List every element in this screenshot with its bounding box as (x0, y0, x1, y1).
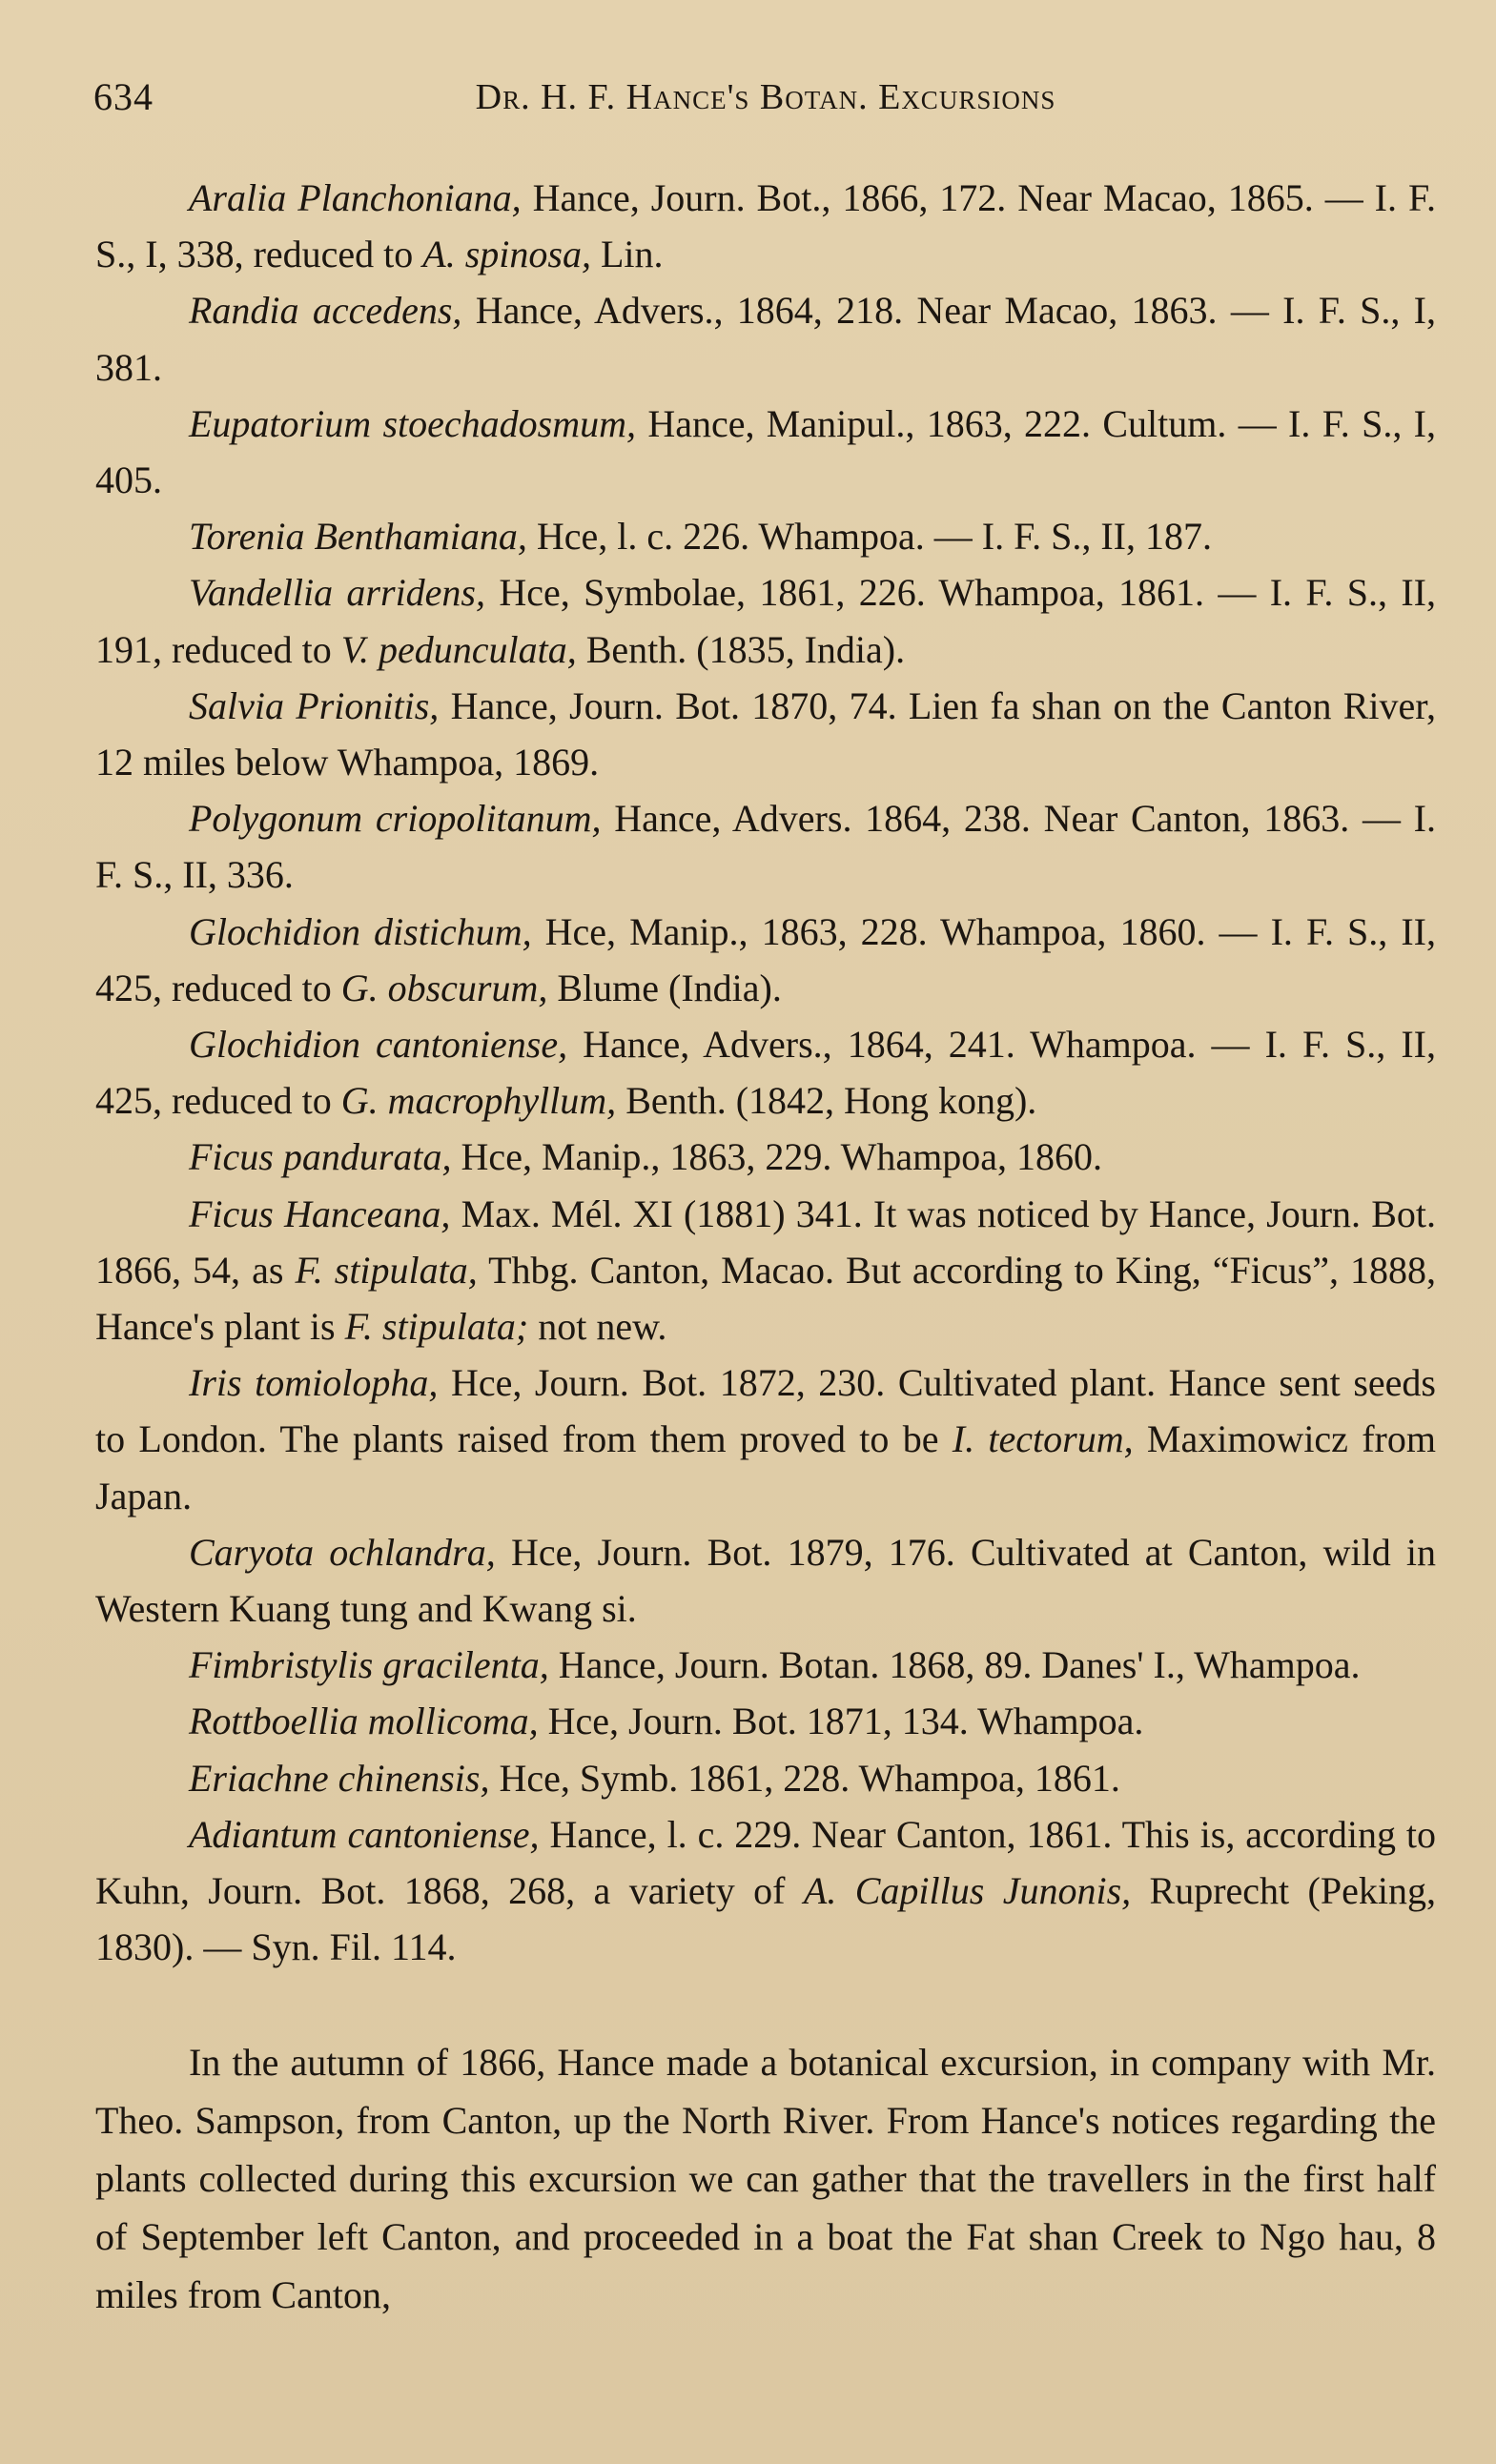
species-entry (95, 170, 1436, 282)
entry-text: Hce, Symb. 1861, 228. Whampoa, 1861. (489, 1756, 1120, 1800)
entry-text: Hce, Journ. Bot. 1872, 230. Cultivated plant. Hance sent seeds to London. The plants raised from them proved to be (95, 1361, 1437, 1461)
species-entry (95, 1806, 1436, 1976)
species-entry (95, 282, 1436, 395)
entry-text: Hce, Journ. Bot. 1879, 176. Cultivated at Canton, wild in Western Kuang tung and Kwang si. (95, 1530, 1437, 1631)
taxon-name: Glochidion cantoniense, (189, 1023, 568, 1067)
taxon-name: Ficus Hanceana, (189, 1191, 451, 1235)
entry-text: Lin. (590, 233, 664, 276)
page-body (95, 170, 1436, 2324)
species-entry (95, 396, 1436, 508)
entry-text: Benth. (1842, Hong kong). (616, 1079, 1037, 1123)
taxon-name: Polygonum criopolitanum, (189, 797, 602, 841)
entry-text: Thbg. Canton, Macao. But according to King, “Ficus”, 1888, Hance's plant is (95, 1248, 1437, 1349)
entry-text: Hance, l. c. 229. Near Canton, 1861. This is, according to Kuhn, Journ. Bot. 1868, 268, a variety of (95, 1812, 1437, 1913)
entry-italic: G. obscurum, (340, 966, 548, 1009)
species-entry (95, 1186, 1436, 1355)
entry-text: Benth. (1835, India). (576, 627, 906, 671)
entry-text: Blume (India). (547, 966, 782, 1009)
entry-italic: G. macrophyllum, (340, 1079, 617, 1123)
taxon-name: Glochidion distichum, (189, 909, 532, 953)
taxon-name: Rottboellia mollicoma, (189, 1700, 539, 1743)
species-entry (95, 564, 1436, 677)
running-head: Dr. H. F. Hance's Botan. Excursions (475, 77, 1056, 117)
species-entry (95, 1129, 1436, 1185)
taxon-name: Caryota ochlandra, (189, 1530, 496, 1574)
taxon-name: Salvia Prionitis, (189, 683, 440, 727)
species-entry (95, 1354, 1436, 1524)
entry-italic: F. stipulata, (295, 1248, 478, 1292)
entry-text: Hce, Journ. Bot. 1871, 134. Whampoa. (538, 1700, 1144, 1743)
taxon-name: Vandellia arridens, (189, 571, 485, 615)
taxon-name: Torenia Benthamiana, (189, 515, 527, 559)
entry-italic: F. stipulata; (344, 1305, 529, 1349)
entry-italic: V. pedunculata, (340, 627, 577, 671)
narrative-section (95, 2033, 1436, 2324)
entry-text: Hce, Symbolae, 1861, 226. Whampoa, 1861. — I. F. S., II, 191, reduced to (95, 571, 1436, 671)
taxon-name: Adiantum cantoniense, (189, 1812, 540, 1856)
species-entry (95, 1524, 1436, 1637)
entry-italic: A. Capillus Junonis, (803, 1869, 1132, 1913)
narrative-paragraph: In the autumn of 1866, Hance made a botanical excursion, in company with Mr. Theo. Sampson, from Canton, up the North River. From Hance's notices regarding the plants collected during this excursion we can gather that the travellers in the first half of September left Canton, and proceeded in a boat the Fat shan Creek to Ngo hau, 8 miles from Canton, (95, 2040, 1436, 2316)
entry-text: Maximowicz from Japan. (95, 1417, 1436, 1517)
taxon-name: Aralia Planchoniana, (189, 176, 522, 219)
species-entry (95, 508, 1436, 564)
entry-text: Hance, Advers., 1864, 241. Whampoa. — I. F. S., II, 425, reduced to (95, 1023, 1436, 1123)
species-entry (95, 1637, 1436, 1693)
taxon-name: Fimbristylis gracilenta, (189, 1643, 549, 1687)
entry-text: Hance, Manipul., 1863, 222. Cultum. — I. F. S., I, 405. (95, 401, 1436, 502)
entry-italic: I. tectorum, (952, 1417, 1134, 1461)
entry-text: Hance, Advers. 1864, 238. Near Canton, 1863. — I. F. S., II, 336. (95, 797, 1436, 897)
page-number: 634 (93, 75, 154, 118)
page-header (93, 74, 1438, 141)
taxon-name: Randia accedens, (189, 289, 462, 333)
taxon-name: Ficus pandurata, (189, 1135, 452, 1179)
entry-text: Hce, Manip., 1863, 229. Whampoa, 1860. (451, 1135, 1103, 1179)
entry-text: Hce, l. c. 226. Whampoa. — I. F. S., II, 187. (526, 515, 1212, 559)
species-entry (95, 1016, 1436, 1129)
entry-text: Hance, Journ. Bot., 1866, 172. Near Macao, 1865. — I. F. S., I, 338, reduced to (95, 176, 1436, 276)
entry-text: Hance, Advers., 1864, 218. Near Macao, 1863. — I. F. S., I, 381. (95, 289, 1436, 389)
species-entry (95, 1693, 1436, 1749)
species-entry (95, 678, 1436, 790)
taxon-name: Iris tomiolopha, (189, 1361, 439, 1405)
species-entry (95, 1750, 1436, 1806)
entry-text: Hance, Journ. Bot. 1870, 74. Lien fa shan on the Canton River, 12 miles below Whampoa, 1869. (95, 683, 1437, 784)
taxon-name: Eriachne chinensis, (189, 1756, 490, 1800)
species-entry (95, 904, 1436, 1016)
species-entry (95, 790, 1436, 903)
taxon-name: Eupatorium stoechadosmum, (189, 401, 636, 445)
entry-text: Hance, Journ. Botan. 1868, 89. Danes' I., Whampoa. (548, 1643, 1361, 1687)
entry-text: Hce, Manip., 1863, 228. Whampoa, 1860. — I. F. S., II, 425, reduced to (95, 909, 1436, 1009)
entry-italic: A. spinosa, (422, 233, 591, 276)
entry-text: not new. (528, 1305, 667, 1349)
entry-text: Ruprecht (Peking, 1830). — Syn. Fil. 114. (95, 1869, 1436, 1969)
entry-text: Max. Mél. XI (1881) 341. It was noticed by Hance, Journ. Bot. 1866, 54, as (95, 1191, 1437, 1292)
